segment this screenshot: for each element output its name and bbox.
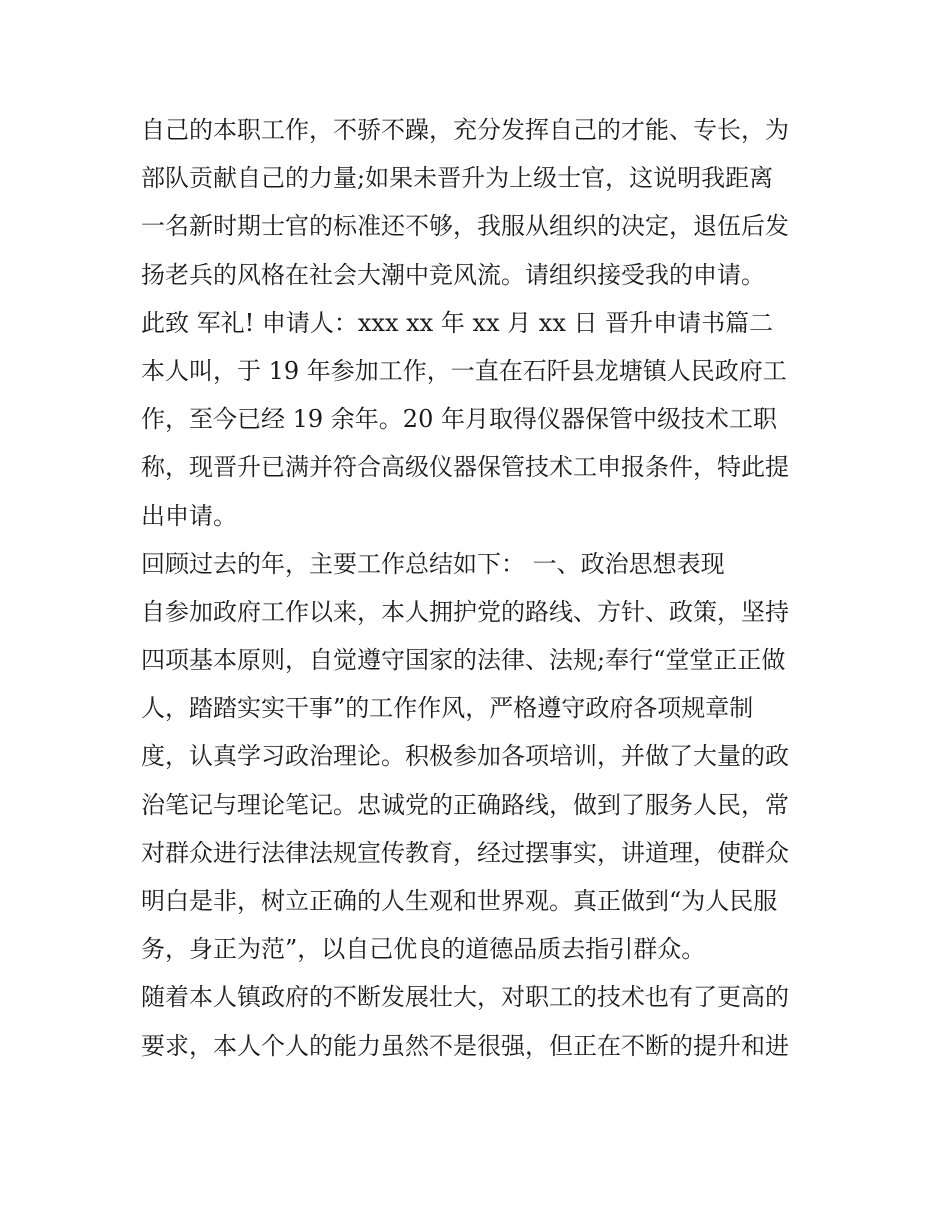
text-line: 度，认真学习政治理论。积极参加各项培训，并做了大量的政 (141, 742, 789, 771)
text-line: 一名新时期士官的标准还不够，我服从组织的决定，退伍后发 (141, 212, 789, 241)
text-line: 称，现晋升已满并符合高级仪器保管技术工申报条件，特此提 (141, 453, 789, 482)
text-line: 对群众进行法律法规宣传教育，经过摆事实，讲道理，使群众 (141, 838, 789, 867)
text-line: 作，至今已经 19 余年。20 年月取得仪器保管中级技术工职 (141, 405, 777, 434)
text-line: 明白是非，树立正确的人生观和世界观。真正做到“为人民服 (141, 887, 778, 915)
text-line: 治笔记与理论笔记。忠诚党的正确路线，做到了服务人民，常 (141, 790, 789, 819)
text-line: 扬老兵的风格在社会大潮中竞风流。请组织接受我的申请。 (141, 260, 765, 289)
text-line: 四项基本原则，自觉遵守国家的法律、法规;奉行“堂堂正正做 (141, 646, 786, 675)
document-body (141, 106, 821, 1070)
text-line: 出申请。 (141, 501, 237, 530)
text-line: 自己的本职工作，不骄不躁，充分发挥自己的才能、专长，为 (141, 116, 789, 144)
text-line: 务，身正为范”，以自己优良的道德品质去指引群众。 (141, 935, 706, 964)
text-line: 此致 军礼! 申请人：xxx xx 年 xx 月 xx 日 晋升申请书篇二 (141, 308, 774, 337)
text-line: 回顾过去的年，主要工作总结如下： 一、政治思想表现 (141, 549, 725, 578)
text-line: 要求，本人个人的能力虽然不是很强，但正在不断的提升和进 (141, 1031, 789, 1060)
text-line: 人，踏踏实实干事”的工作作风，严格遵守政府各项规章制 (141, 694, 754, 723)
text-line: 本人叫，于 19 年参加工作，一直在石阡县龙塘镇人民政府工 (141, 356, 787, 385)
text-line: 部队贡献自己的力量;如果未晋升为上级士官，这说明我距离 (141, 164, 774, 193)
text-line: 自参加政府工作以来，本人拥护党的路线、方针、政策，坚持 (141, 597, 789, 626)
text-line: 随着本人镇政府的不断发展壮大，对职工的技术也有了更高的 (141, 983, 789, 1012)
